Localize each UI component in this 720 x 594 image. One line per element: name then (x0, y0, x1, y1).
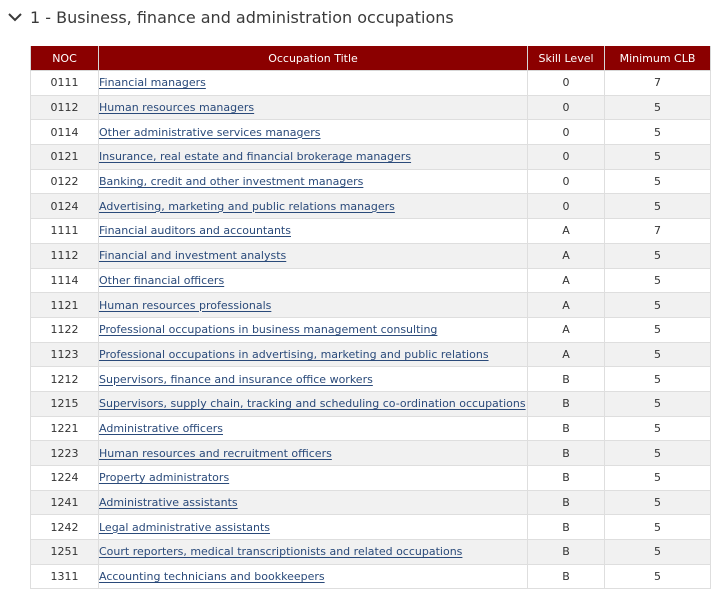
minimum-clb: 5 (605, 515, 711, 540)
table-row (31, 342, 711, 367)
occupation-title-cell (99, 145, 528, 170)
occupation-title-cell (99, 490, 528, 515)
occupation-link[interactable]: Financial auditors and accountants (99, 224, 291, 238)
skill-level: B (528, 441, 605, 466)
occupation-title-cell (99, 540, 528, 565)
noc-code: 1112 (31, 243, 99, 268)
header-noc: NOC (31, 46, 99, 71)
noc-code: 1114 (31, 268, 99, 293)
noc-code: 1121 (31, 293, 99, 318)
minimum-clb: 5 (605, 490, 711, 515)
skill-level: B (528, 416, 605, 441)
table-row (31, 466, 711, 491)
occupation-link[interactable]: Insurance, real estate and financial brokerage managers (99, 150, 412, 164)
occupation-title-cell (99, 441, 528, 466)
occupation-title-cell (99, 416, 528, 441)
minimum-clb: 7 (605, 71, 711, 96)
table-row (31, 564, 711, 589)
occupation-link[interactable]: Other administrative services managers (99, 125, 321, 139)
skill-level: B (528, 564, 605, 589)
occupation-title-cell (99, 515, 528, 540)
occupation-link[interactable]: Supervisors, supply chain, tracking and scheduling co-ordination occupations (99, 397, 526, 411)
chevron-down-icon[interactable] (6, 8, 24, 26)
skill-level: 0 (528, 145, 605, 170)
noc-code: 0124 (31, 194, 99, 219)
table-row (31, 243, 711, 268)
occupation-link[interactable]: Legal administrative assistants (99, 520, 271, 534)
occupation-link[interactable]: Financial and investment analysts (99, 249, 287, 263)
noc-code: 1123 (31, 342, 99, 367)
table-row (31, 391, 711, 416)
noc-code: 1251 (31, 540, 99, 565)
occupation-link[interactable]: Accounting technicians and bookkeepers (99, 570, 325, 584)
minimum-clb: 5 (605, 441, 711, 466)
occupation-title-cell (99, 564, 528, 589)
skill-level: A (528, 219, 605, 244)
occupation-title-cell (99, 391, 528, 416)
occupation-title-cell (99, 219, 528, 244)
table-row (31, 317, 711, 342)
occupation-link[interactable]: Professional occupations in advertising, marketing and public relations (99, 347, 489, 361)
noc-code: 1221 (31, 416, 99, 441)
minimum-clb: 5 (605, 367, 711, 392)
minimum-clb: 5 (605, 243, 711, 268)
skill-level: 0 (528, 95, 605, 120)
occupation-link[interactable]: Human resources managers (99, 101, 255, 115)
noc-code: 0114 (31, 120, 99, 145)
skill-level: A (528, 243, 605, 268)
noc-code: 1122 (31, 317, 99, 342)
table-row (31, 145, 711, 170)
occupations-table (30, 46, 711, 589)
table-row (31, 71, 711, 96)
minimum-clb: 5 (605, 268, 711, 293)
minimum-clb: 5 (605, 564, 711, 589)
skill-level: A (528, 268, 605, 293)
occupation-link[interactable]: Professional occupations in business management consulting (99, 323, 438, 337)
noc-code: 0122 (31, 169, 99, 194)
occupation-title-cell (99, 367, 528, 392)
minimum-clb: 5 (605, 95, 711, 120)
table-row (31, 293, 711, 318)
header-skill-level: Skill Level (528, 46, 605, 71)
skill-level: B (528, 367, 605, 392)
minimum-clb: 5 (605, 391, 711, 416)
noc-code: 1311 (31, 564, 99, 589)
minimum-clb: 5 (605, 317, 711, 342)
table-row (31, 95, 711, 120)
table-row (31, 120, 711, 145)
skill-level: B (528, 466, 605, 491)
noc-code: 1241 (31, 490, 99, 515)
skill-level: B (528, 540, 605, 565)
minimum-clb: 5 (605, 145, 711, 170)
occupation-link[interactable]: Financial managers (99, 76, 206, 90)
skill-level: 0 (528, 71, 605, 96)
noc-code: 0112 (31, 95, 99, 120)
section-title: 1 - Business, finance and administration occupations (30, 7, 454, 27)
noc-code: 1223 (31, 441, 99, 466)
occupation-title-cell (99, 317, 528, 342)
skill-level: A (528, 317, 605, 342)
table-row (31, 194, 711, 219)
skill-level: 0 (528, 120, 605, 145)
minimum-clb: 5 (605, 293, 711, 318)
skill-level: A (528, 342, 605, 367)
occupation-link[interactable]: Human resources and recruitment officers (99, 446, 332, 460)
occupation-title-cell (99, 169, 528, 194)
table-row (31, 169, 711, 194)
skill-level: B (528, 391, 605, 416)
minimum-clb: 5 (605, 342, 711, 367)
skill-level: 0 (528, 194, 605, 219)
noc-code: 1212 (31, 367, 99, 392)
skill-level: B (528, 490, 605, 515)
table-row (31, 515, 711, 540)
minimum-clb: 7 (605, 219, 711, 244)
occupation-link[interactable]: Property administrators (99, 471, 230, 485)
noc-code: 0121 (31, 145, 99, 170)
occupation-link[interactable]: Court reporters, medical transcriptionists and related occupations (99, 545, 463, 559)
table-row (31, 441, 711, 466)
header-occupation-title: Occupation Title (99, 46, 528, 71)
table-row (31, 490, 711, 515)
occupation-link[interactable]: Administrative assistants (99, 496, 238, 510)
noc-code: 1224 (31, 466, 99, 491)
occupation-title-cell (99, 293, 528, 318)
minimum-clb: 5 (605, 466, 711, 491)
skill-level: A (528, 293, 605, 318)
table-row (31, 268, 711, 293)
minimum-clb: 5 (605, 169, 711, 194)
occupation-link[interactable]: Other financial officers (99, 273, 225, 287)
noc-code: 1215 (31, 391, 99, 416)
noc-code: 0111 (31, 71, 99, 96)
occupation-link[interactable]: Human resources professionals (99, 298, 272, 312)
occupation-link[interactable]: Administrative officers (99, 421, 223, 435)
occupation-title-cell (99, 194, 528, 219)
table-row (31, 540, 711, 565)
minimum-clb: 5 (605, 120, 711, 145)
occupation-title-cell (99, 120, 528, 145)
section-toggle[interactable] (6, 4, 454, 30)
occupation-title-cell (99, 71, 528, 96)
skill-level: 0 (528, 169, 605, 194)
noc-code: 1242 (31, 515, 99, 540)
table-row (31, 416, 711, 441)
occupation-title-cell (99, 243, 528, 268)
minimum-clb: 5 (605, 416, 711, 441)
header-minimum-clb: Minimum CLB (605, 46, 711, 71)
table-header (31, 46, 711, 71)
occupation-title-cell (99, 95, 528, 120)
minimum-clb: 5 (605, 194, 711, 219)
table-row (31, 367, 711, 392)
skill-level: B (528, 515, 605, 540)
table-row (31, 219, 711, 244)
occupation-link[interactable]: Supervisors, finance and insurance office workers (99, 372, 373, 386)
occupation-title-cell (99, 466, 528, 491)
occupation-link[interactable]: Advertising, marketing and public relations managers (99, 199, 395, 213)
noc-code: 1111 (31, 219, 99, 244)
table-body (31, 71, 711, 589)
minimum-clb: 5 (605, 540, 711, 565)
occupation-title-cell (99, 268, 528, 293)
occupation-title-cell (99, 342, 528, 367)
occupation-link[interactable]: Banking, credit and other investment managers (99, 175, 364, 189)
